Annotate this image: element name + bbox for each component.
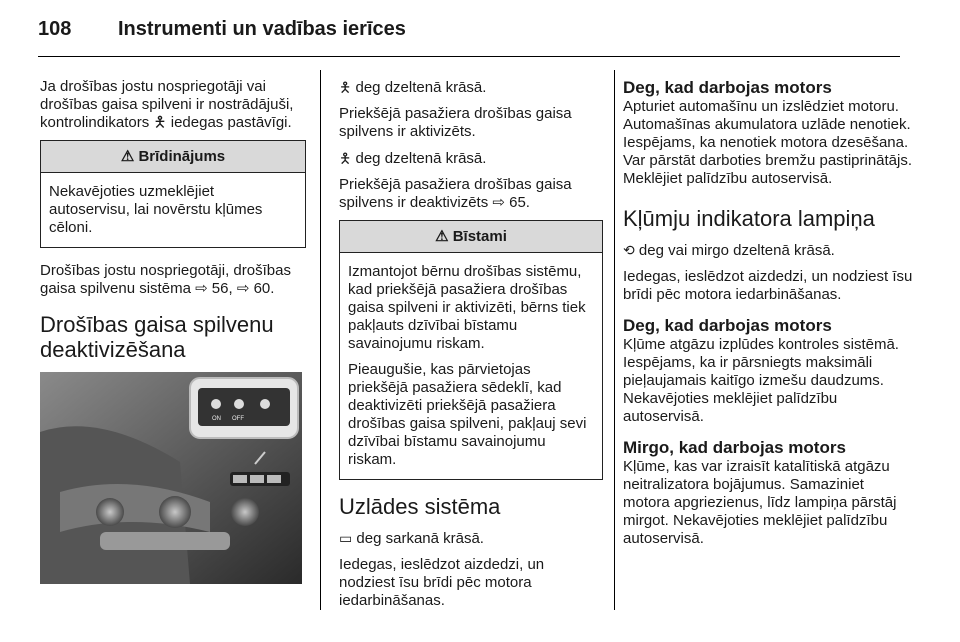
danger-text: Izmantojot bērnu drošības sistēmu, kad priekšējā pasažiera drošības gaisa spilveni ir aktivizēti, bērns tiek pakļauts dzīvībai bīstamu savainojumu riskam. (348, 263, 586, 352)
danger-title: Bīstami (452, 228, 507, 245)
section-heading: Kļūmju indikatora lampiņa (623, 206, 875, 231)
column-3 (623, 78, 913, 556)
page-number: 108 (38, 18, 72, 40)
dashboard-illustration (40, 372, 302, 584)
warning-triangle-icon: ⚠ (120, 148, 135, 165)
danger-text: Pieaugušie, kas pārvietojas priekšējā pasažiera sēdeklī, kad deaktivizēti priekšējā pasažiera drošības gaisa spilveni, pakļauj sevi dzīvībai bīstamu savainojumu riskam. (348, 361, 587, 468)
paragraph: deg dzeltenā krāsā. (355, 150, 487, 167)
page-title: Instrumenti un vadības ierīces (118, 18, 406, 40)
paragraph: Kļūme, kas var izraisīt katalītiskā atgāzu neitralizatora bojājumus. Samaziniet motora apgriezienus, līdz lampiņa pārstāj mirgot. Nekavējoties meklējiet palīdzību autoservisā. (623, 458, 897, 547)
column-divider (614, 70, 615, 610)
section-heading: Uzlādes sistēma (339, 494, 501, 519)
subheading: Deg, kad darbojas motors (623, 316, 832, 335)
paragraph: Ja drošības jostu nospriegotāji vai drošības gaisa spilveni ir nostrādājuši, kontrolindikators 🯅 iedegas pastāvīgi. (40, 78, 294, 131)
paragraph: Iedegas, ieslēdzot aizdedzi, un nodziest īsu brīdi pēc motora iedarbināšanas. (339, 556, 545, 609)
battery-icon: ▭ (339, 530, 353, 546)
off-label: OFF (232, 416, 244, 422)
danger-header (340, 221, 602, 253)
airbag-on-icon: 🯅 (339, 79, 352, 95)
dashboard-photo (40, 372, 302, 584)
subheading: Mirgo, kad darbojas motors (623, 438, 846, 457)
engine-icon: ⟲ (623, 242, 635, 258)
column-1 (40, 78, 306, 584)
warning-title: Brīdinājums (138, 148, 226, 165)
column-2 (339, 78, 603, 618)
paragraph: Apturiet automašīnu un izslēdziet motoru. Automašīnas akumulatora uzlāde nenotiek. Iespējams, ka nenotiek motora dzesēšana. Var pārstāt darboties bremžu pastiprinātājs. Meklējiet palīdzību autoservisā. (623, 98, 913, 187)
paragraph: deg dzeltenā krāsā. (355, 79, 487, 96)
paragraph: Iedegas, ieslēdzot aizdedzi, un nodziest īsu brīdi pēc motora iedarbināšanas. (623, 268, 913, 303)
page-header (38, 18, 898, 58)
on-label: ON (212, 416, 221, 422)
warning-header (41, 141, 305, 173)
paragraph: Priekšējā pasažiera drošības gaisa spilvens ir deaktivizēts ⇨ 65. (339, 176, 572, 211)
paragraph: Drošības jostu nospriegotāji, drošības gaisa spilvenu sistēma ⇨ 56, ⇨ 60. (40, 262, 291, 297)
danger-box (339, 220, 603, 480)
paragraph: deg vai mirgo dzeltenā krāsā. (638, 242, 835, 259)
header-divider (38, 56, 900, 57)
paragraph: Priekšējā pasažiera drošības gaisa spilvens ir aktivizēts. (339, 105, 572, 140)
column-divider (320, 70, 321, 610)
paragraph: Kļūme atgāzu izplūdes kontroles sistēmā. Iespējams, ka ir pārsniegts maksimāli pieļaujamais kaitīgo izmešu daudzums. Nekavējoties meklējiet palīdzību autoservisā. (623, 336, 899, 425)
warning-triangle-icon: ⚠ (435, 228, 449, 245)
airbag-off-icon: 🯅 (339, 150, 352, 166)
warning-box (40, 140, 306, 248)
warning-text: Nekavējoties uzmeklējiet autoservisu, lai novērstu kļūmes cēloni. (49, 183, 263, 236)
section-heading: Drošības gaisa spilvenu deaktivizēšana (40, 312, 274, 362)
subheading: Deg, kad darbojas motors (623, 78, 832, 97)
paragraph: deg sarkanā krāsā. (356, 530, 484, 547)
